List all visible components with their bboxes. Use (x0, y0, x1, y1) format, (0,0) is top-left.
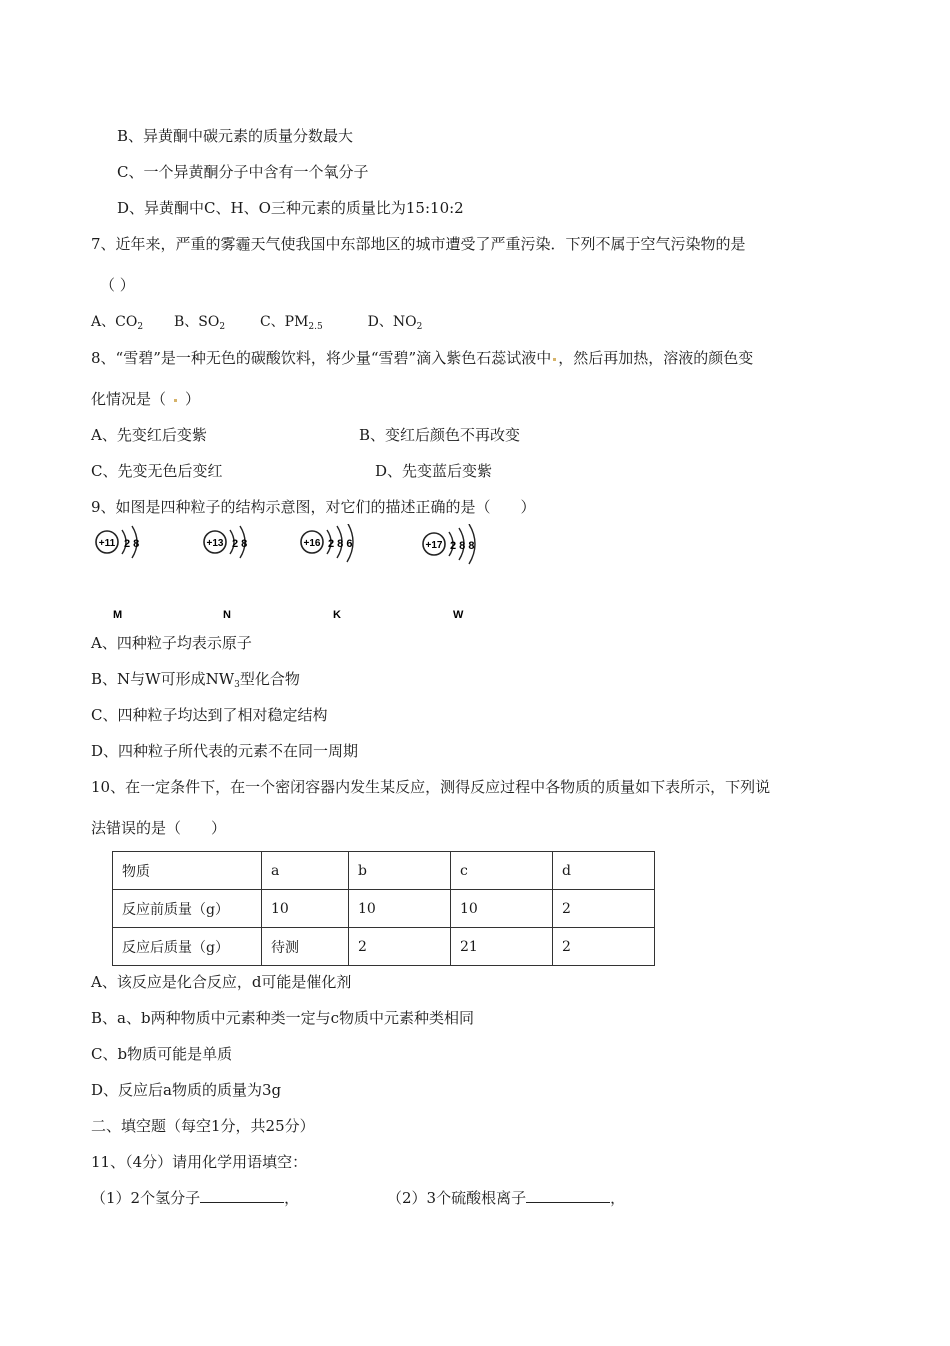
table-cell: 10 (451, 890, 553, 928)
table-cell: 21 (451, 928, 553, 966)
table-header-row (113, 852, 655, 890)
svg-text:N: N (223, 609, 231, 621)
svg-text:K: K (333, 609, 341, 621)
q11-part2: （2）3个硫酸根离子 ， (387, 1189, 626, 1207)
table-cell: 待测 (262, 928, 349, 966)
table-cell: c (451, 852, 553, 890)
svg-text:+11: +11 (98, 538, 116, 549)
q9-option-d: D、四种粒子所代表的元素不在同一周期 (91, 742, 359, 760)
particle-diagram-n (199, 524, 269, 628)
q10-option-c: C、b物质可能是单质 (91, 1045, 233, 1063)
stray-dot (553, 358, 556, 361)
q7-option-a: A、$CO_2$ (91, 314, 144, 332)
q10-stem-line1: 10、在一定条件下，在一个密闭容器内发生某反应，测得反应过程中各物质的质量如下表所示，下列说 (91, 778, 771, 796)
q7-answer-paren: （ ） (100, 276, 135, 294)
q11-stem: 11、（4分）请用化学用语填空： (91, 1153, 308, 1171)
q7-options (91, 312, 422, 337)
svg-text:2 8 8: 2 8 8 (450, 540, 475, 552)
svg-text:+13: +13 (206, 538, 224, 549)
q7-option-c: C、$PM_{2.5}$ (259, 314, 323, 332)
q8-stem-line1: 8、“雪碧”是一种无色的碳酸饮料，将少量“雪碧”滴入紫色石蕊试液中 ，然后再加热，溶液的颜色变 (91, 349, 754, 367)
particle-diagram-k (297, 524, 377, 628)
q10-option-b: B、a、b两种物质中元素种类一定与c物质中元素种类相同 (91, 1009, 474, 1027)
q9-stem: 9、如图是四种粒子的结构示意图，对它们的描述正确的是（ ） (91, 498, 536, 516)
table-cell: 2 (553, 890, 655, 928)
particle-diagram-w (419, 524, 499, 628)
mass-table (112, 851, 655, 966)
q6-option-b: B、异黄酮中碳元素的质量分数最大 (117, 127, 354, 145)
q7-option-b: B、$SO_2$ (173, 314, 226, 332)
particle-diagram-m (94, 524, 164, 628)
q7-stem: 7、近年来，严重的雾霾天气使我国中东部地区的城市遭受了严重污染．下列不属于空气污染物的是 (91, 235, 746, 253)
svg-text:2 8 6: 2 8 6 (328, 538, 353, 550)
q7-option-d: D、$NO_2$ (367, 314, 423, 332)
q10-option-d: D、反应后a物质的质量为3g (91, 1081, 282, 1099)
q9-option-b: B、N与W可形成$NW_3$型化合物 (91, 670, 300, 690)
svg-text:+16: +16 (303, 538, 321, 549)
q11-part1: （1）2个氢分子 ， (91, 1189, 300, 1207)
q8-option-a: A、先变红后变紫 (91, 426, 207, 444)
svg-text:2 8: 2 8 (232, 538, 248, 550)
q9-option-c: C、四种粒子均达到了相对稳定结构 (91, 706, 328, 724)
table-row (113, 890, 655, 928)
q8-option-b: B、变红后颜色不再改变 (359, 426, 521, 444)
table-cell: a (262, 852, 349, 890)
table-row (113, 928, 655, 966)
q10-option-a: A、该反应是化合反应，d可能是催化剂 (91, 973, 352, 991)
section-2-heading: 二、填空题（每空1分，共25分） (91, 1117, 315, 1135)
table-cell: 反应后质量（g） (113, 928, 262, 966)
table-cell: 物质 (113, 852, 262, 890)
svg-text:M: M (113, 609, 123, 621)
table-cell: b (349, 852, 451, 890)
q10-stem-line2: 法错误的是（ ） (91, 819, 227, 837)
svg-text:2 8: 2 8 (124, 538, 140, 550)
q8-option-c: C、先变无色后变红 (91, 462, 223, 480)
table-cell: 10 (262, 890, 349, 928)
q6-option-d: D、异黄酮中C、H、O三种元素的质量比为15:10:2 (117, 199, 464, 217)
stray-dot (174, 399, 177, 402)
table-cell: d (553, 852, 655, 890)
answer-blank[interactable] (200, 1188, 284, 1203)
answer-blank[interactable] (526, 1188, 610, 1203)
svg-text:W: W (453, 609, 464, 621)
q8-stem-line2: 化情况是（ ） (91, 390, 201, 408)
table-cell: 10 (349, 890, 451, 928)
table-cell: 2 (349, 928, 451, 966)
q8-option-d: D、先变蓝后变紫 (375, 462, 493, 480)
q6-option-c: C、一个异黄酮分子中含有一个氧分子 (117, 163, 369, 181)
table-cell: 2 (553, 928, 655, 966)
q9-option-a: A、四种粒子均表示原子 (91, 634, 252, 652)
table-cell: 反应前质量（g） (113, 890, 262, 928)
svg-text:+17: +17 (425, 540, 443, 551)
